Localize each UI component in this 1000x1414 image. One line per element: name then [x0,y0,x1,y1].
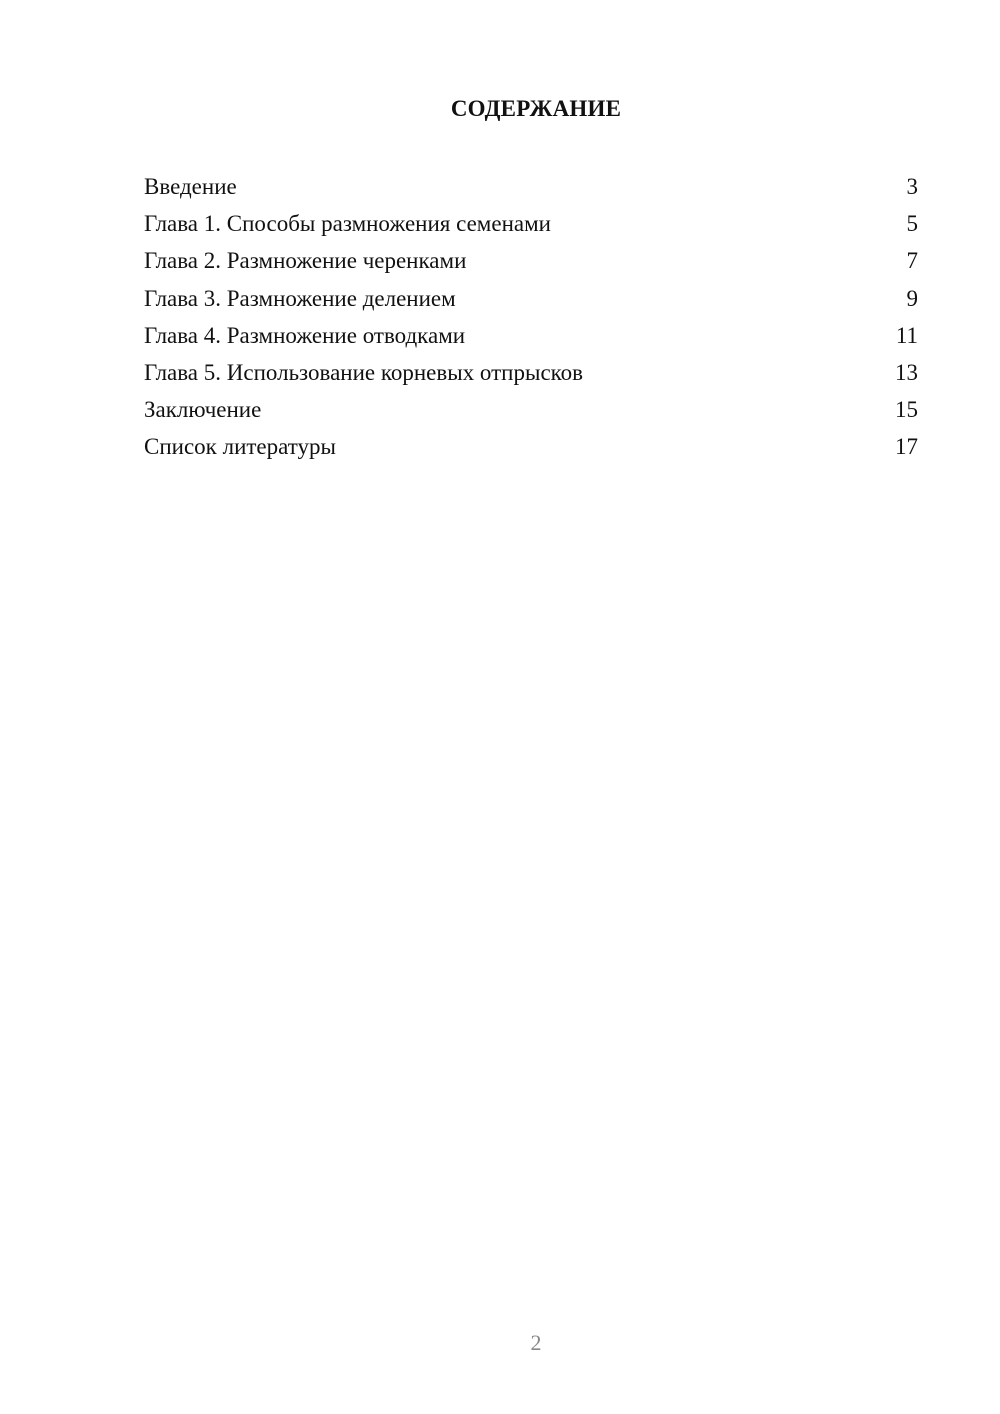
toc-entry-conclusion[interactable] [144,391,918,428]
toc-entry-label: Глава 5. Использование корневых отпрысков [144,359,584,385]
toc-entry-page: 5 [906,211,918,237]
toc-entry-chapter-4[interactable] [144,317,918,354]
toc-entry-chapter-5[interactable] [144,354,918,391]
toc-entry-chapter-3[interactable] [144,280,918,317]
toc-entry-introduction[interactable] [144,168,918,205]
page-number: 2 [530,1330,542,1355]
toc-entry-page: 9 [906,285,918,311]
toc-entry-page: 13 [895,359,918,385]
toc-entry-page: 15 [895,397,918,423]
toc-entry-page: 11 [895,322,918,348]
toc-entry-label: Заключение [144,397,262,423]
toc-entry-chapter-2[interactable] [144,242,918,279]
toc-entry-label: Глава 1. Способы размножения семенами [144,211,551,237]
toc-entry-label: Глава 3. Размножение делением [144,285,456,311]
table-of-contents [144,168,918,466]
toc-entry-label: Список литературы [144,434,336,460]
toc-entry-label: Глава 2. Размножение черенками [144,248,467,274]
toc-entry-page: 7 [906,248,918,274]
toc-title: СОДЕРЖАНИЕ [450,96,622,121]
toc-entry-chapter-1[interactable] [144,205,918,242]
toc-entry-label: Глава 4. Размножение отводками [144,322,466,348]
toc-entry-bibliography[interactable] [144,428,918,465]
toc-entry-label: Введение [144,174,237,199]
toc-entry-page: 17 [895,434,918,460]
toc-entry-page: 3 [906,174,918,199]
